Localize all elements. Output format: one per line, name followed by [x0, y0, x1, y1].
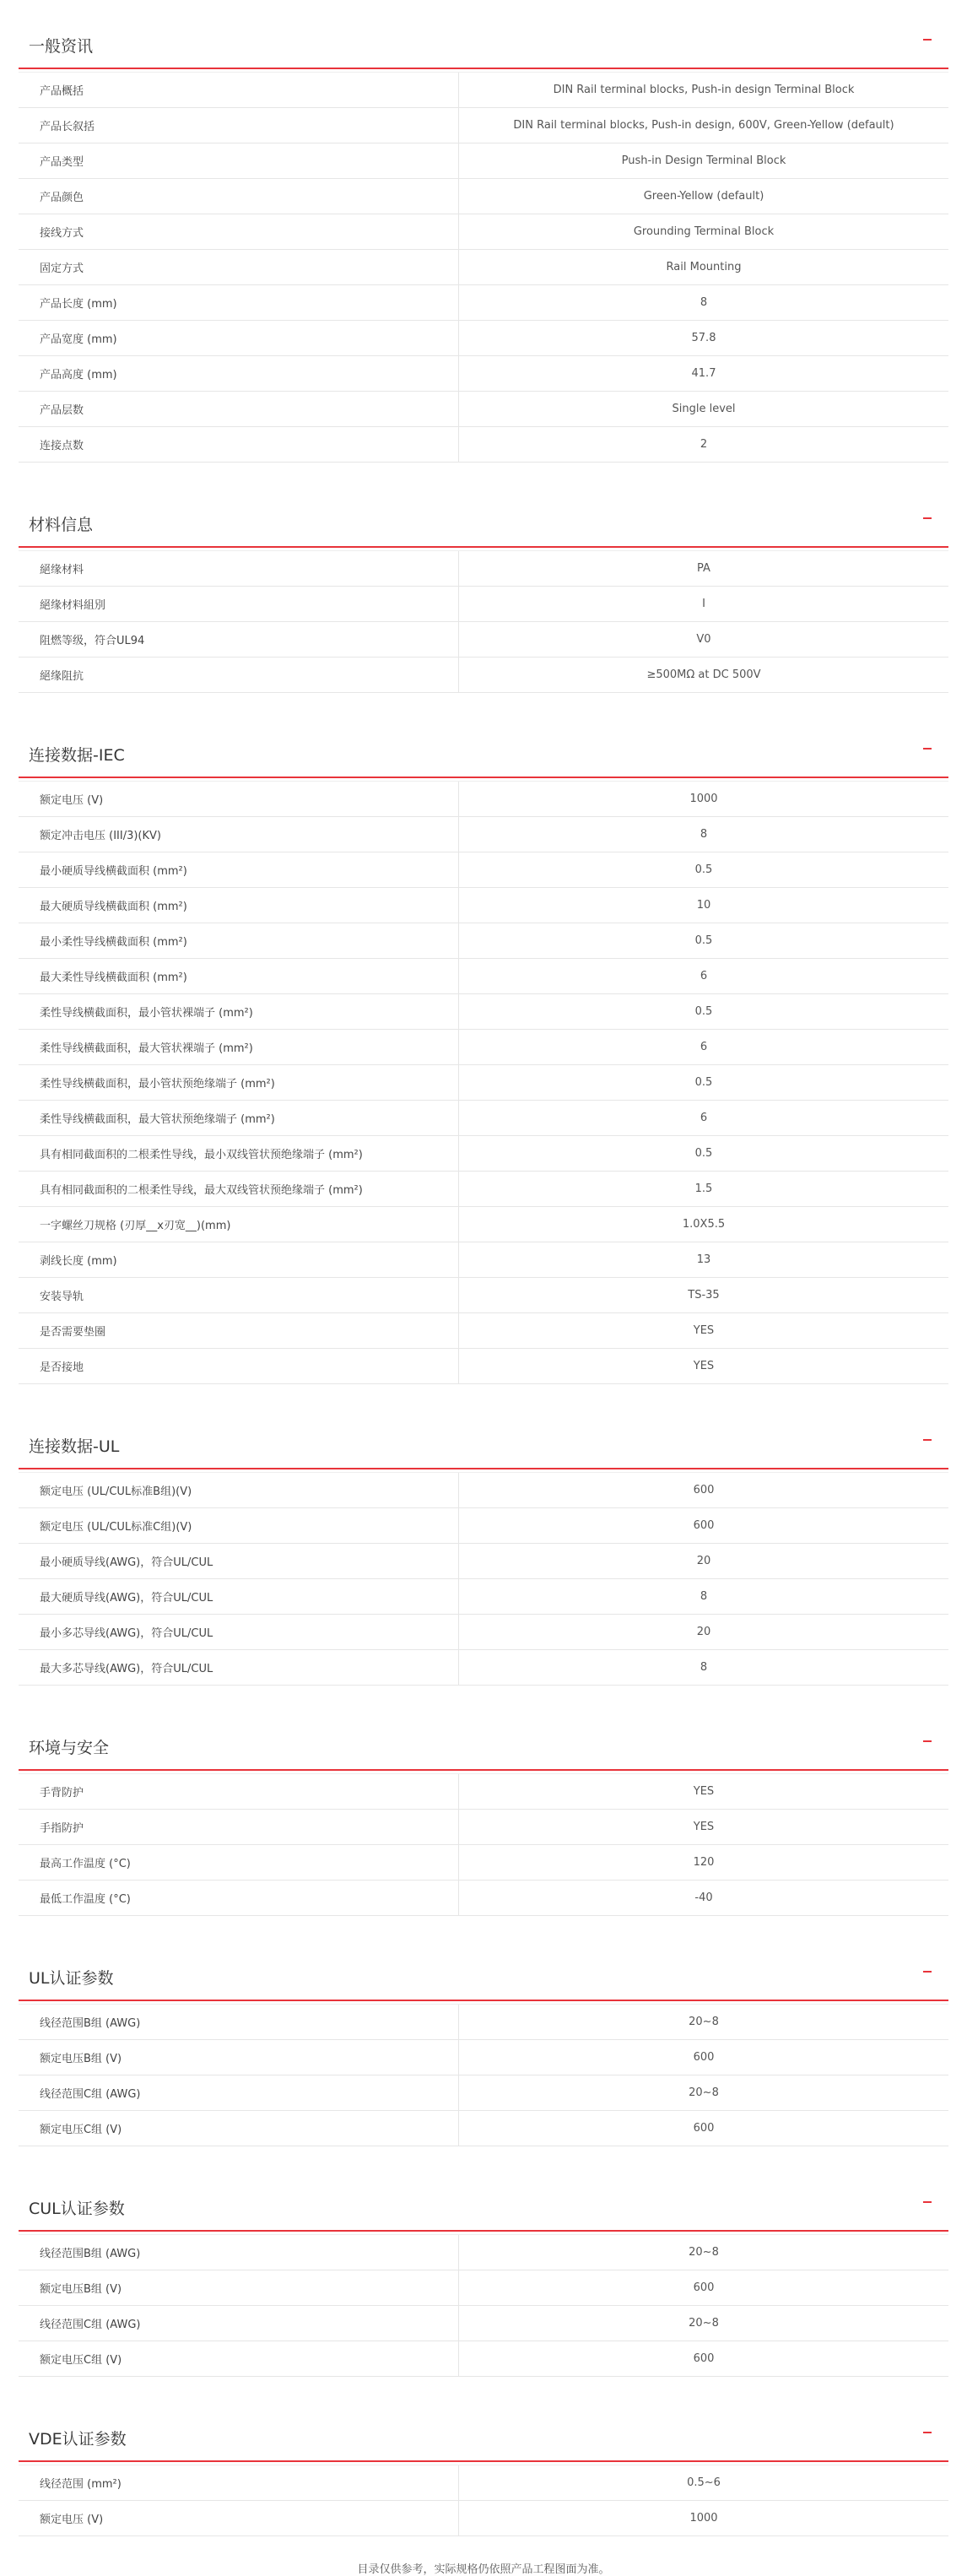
spec-label: 最小硬质导线横截面积 (mm²) [19, 852, 459, 887]
section-spacer [0, 1686, 967, 1725]
table-row [19, 2235, 948, 2270]
spec-label: 具有相同截面积的二根柔性导线，最大双线管状预绝缘端子 (mm²) [19, 1172, 459, 1206]
spec-value: ≥500MΩ at DC 500V [646, 668, 761, 681]
table-row [19, 2111, 948, 2146]
table-row [19, 250, 948, 285]
spec-value: Single level [672, 403, 736, 415]
spec-label: 产品宽度 (mm) [19, 321, 459, 355]
spec-label: 固定方式 [19, 250, 459, 284]
table-row [19, 73, 948, 108]
table-row [19, 1030, 948, 1065]
spec-label: 絕缘材料 [19, 551, 459, 586]
section-spacer [0, 693, 967, 733]
spec-label: 具有相同截面积的二根柔性导线，最小双线管状预绝缘端子 (mm²) [19, 1136, 459, 1171]
section-header [19, 24, 948, 69]
spec-label: 接线方式 [19, 214, 459, 249]
table-row [19, 2306, 948, 2341]
spec-label: 剥线长度 (mm) [19, 1242, 459, 1277]
spec-section [19, 733, 948, 1384]
spec-label: 额定电压 (V) [19, 782, 459, 816]
spec-value: 1.0X5.5 [682, 1218, 726, 1231]
spec-label: 额定电压 (UL/CUL标准C组)(V) [19, 1508, 459, 1543]
spec-label: 产品层数 [19, 392, 459, 426]
spec-label: 最大硬质导线横截面积 (mm²) [19, 888, 459, 923]
spec-value: V0 [696, 633, 711, 646]
table-row [19, 179, 948, 214]
table-row [19, 1172, 948, 1207]
collapse-icon[interactable] [923, 1740, 932, 1742]
spec-value: 600 [693, 2122, 715, 2135]
footnote: 目录仅供参考，实际规格仍依照产品工程图面为准。 [357, 2563, 610, 2576]
section-header [19, 1424, 948, 1469]
table-row [19, 1065, 948, 1101]
spec-label: 产品长叙括 [19, 108, 459, 143]
section-title: 环境与安全 [29, 1739, 110, 1757]
spec-value: 8 [700, 828, 708, 841]
table-row [19, 1508, 948, 1544]
table-row [19, 551, 948, 587]
spec-section [19, 1424, 948, 1686]
table-row [19, 285, 948, 321]
table-row [19, 108, 948, 143]
section-title: VDE认证参数 [29, 2430, 127, 2449]
spec-label: 最大多芯导线(AWG)，符合UL/CUL [19, 1650, 459, 1685]
spec-value: 8 [700, 296, 708, 309]
spec-value: 0.5 [694, 934, 713, 947]
spec-label: 柔性导线横截面积，最小管状裸端子 (mm²) [19, 994, 459, 1029]
spec-label: 产品概括 [19, 73, 459, 107]
section-spacer [0, 1916, 967, 1956]
table-row [19, 1810, 948, 1845]
table-row [19, 1136, 948, 1172]
table-row [19, 658, 948, 693]
section-header [19, 733, 948, 778]
spec-label: 柔性导线横截面积，最小管状预绝缘端子 (mm²) [19, 1065, 459, 1100]
collapse-icon[interactable] [923, 748, 932, 750]
spec-value: 20~8 [689, 2246, 719, 2259]
spec-label: 线径范围B组 (AWG) [19, 2235, 459, 2270]
spec-value: 20~8 [689, 2317, 719, 2330]
spec-section [19, 1725, 948, 1916]
table-row [19, 392, 948, 427]
table-row [19, 888, 948, 923]
table-row [19, 321, 948, 356]
spec-label: 是否接地 [19, 1349, 459, 1383]
table-row [19, 1650, 948, 1686]
spec-value: 20~8 [689, 2086, 719, 2099]
spec-table [19, 1773, 948, 1916]
section-title: 连接数据-IEC [29, 746, 125, 765]
spec-value: 20 [696, 1626, 711, 1638]
spec-value: 8 [700, 1590, 708, 1603]
spec-label: 手指防护 [19, 1810, 459, 1844]
spec-value: 600 [693, 1519, 715, 1532]
table-row [19, 1313, 948, 1349]
spec-value: -40 [694, 1891, 713, 1904]
table-row [19, 356, 948, 392]
spec-section [19, 2416, 948, 2536]
collapse-icon[interactable] [923, 2201, 932, 2203]
spec-value: 10 [696, 899, 711, 912]
spec-value: 120 [693, 1856, 715, 1869]
spec-value: 2 [700, 438, 708, 451]
collapse-icon[interactable] [923, 1971, 932, 1973]
table-row [19, 1101, 948, 1136]
spec-label: 最大柔性导线横截面积 (mm²) [19, 959, 459, 993]
section-spacer [0, 1384, 967, 1424]
section-spacer [0, 2146, 967, 2186]
section-title: CUL认证参数 [29, 2200, 125, 2218]
table-row [19, 1579, 948, 1615]
table-row [19, 852, 948, 888]
section-header [19, 1956, 948, 2001]
spec-label: 产品颜色 [19, 179, 459, 214]
table-row [19, 994, 948, 1030]
spec-value: 600 [693, 2281, 715, 2294]
table-row [19, 2040, 948, 2075]
spec-value: DIN Rail terminal blocks, Push-in design, 600V, Green-Yellow (default) [513, 119, 894, 132]
table-row [19, 2075, 948, 2111]
collapse-icon[interactable] [923, 39, 932, 41]
spec-label: 额定电压B组 (V) [19, 2040, 459, 2075]
spec-value: 600 [693, 2051, 715, 2064]
spec-label: 额定电压C组 (V) [19, 2111, 459, 2146]
spec-label: 手背防护 [19, 1774, 459, 1809]
spec-label: 最小硬质导线(AWG)，符合UL/CUL [19, 1544, 459, 1578]
spec-section [19, 502, 948, 693]
spec-value: 600 [693, 2352, 715, 2365]
spec-value: 13 [696, 1253, 711, 1266]
section-spacer [0, 463, 967, 502]
spec-value: 1000 [689, 2512, 718, 2525]
spec-table [19, 1472, 948, 1686]
spec-label: 连接点数 [19, 427, 459, 462]
table-row [19, 1881, 948, 1916]
spec-label: 一字螺丝刀规格 (刃厚__x刃宽__)(mm) [19, 1207, 459, 1242]
spec-label: 产品类型 [19, 143, 459, 178]
spec-value: 8 [700, 1661, 708, 1674]
spec-label: 是否需要垫圈 [19, 1313, 459, 1348]
spec-label: 额定电压 (UL/CUL标准B组)(V) [19, 1473, 459, 1507]
section-spacer [0, 2377, 967, 2416]
spec-label: 产品长度 (mm) [19, 285, 459, 320]
spec-value: 1000 [689, 793, 718, 805]
spec-value: YES [693, 1324, 715, 1337]
spec-value: YES [693, 1785, 715, 1798]
table-row [19, 2341, 948, 2377]
table-row [19, 1242, 948, 1278]
spec-label: 额定冲击电压 (III/3)(KV) [19, 817, 459, 852]
table-row [19, 2005, 948, 2040]
collapse-icon[interactable] [923, 2432, 932, 2433]
spec-section [19, 2186, 948, 2377]
spec-value: DIN Rail terminal blocks, Push-in design Terminal Block [553, 84, 855, 96]
spec-value: I [702, 598, 705, 610]
table-row [19, 782, 948, 817]
spec-value: YES [693, 1821, 715, 1833]
table-row [19, 587, 948, 622]
spec-label: 最小柔性导线横截面积 (mm²) [19, 923, 459, 958]
table-row [19, 214, 948, 250]
spec-value: 6 [700, 1112, 708, 1124]
spec-value: YES [693, 1360, 715, 1372]
spec-table [19, 550, 948, 693]
spec-value: Green-Yellow (default) [643, 190, 764, 203]
table-row [19, 427, 948, 463]
spec-value: Grounding Terminal Block [633, 225, 775, 238]
spec-label: 柔性导线横截面积，最大管状预绝缘端子 (mm²) [19, 1101, 459, 1135]
spec-label: 线径范围 (mm²) [19, 2465, 459, 2500]
section-header [19, 1725, 948, 1771]
spec-sections [0, 24, 967, 2536]
spec-label: 产品高度 (mm) [19, 356, 459, 391]
table-row [19, 959, 948, 994]
section-title: UL认证参数 [29, 1969, 114, 1988]
spec-table [19, 72, 948, 463]
spec-label: 最大硬质导线(AWG)，符合UL/CUL [19, 1579, 459, 1614]
spec-label: 最高工作温度 (°C) [19, 1845, 459, 1880]
spec-value: 6 [700, 970, 708, 982]
spec-value: 57.8 [691, 332, 716, 344]
table-row [19, 1845, 948, 1881]
spec-value: 0.5~6 [687, 2476, 721, 2489]
spec-section [19, 1956, 948, 2146]
table-row [19, 817, 948, 852]
spec-value: 20~8 [689, 2016, 719, 2028]
spec-value: 41.7 [691, 367, 716, 380]
spec-label: 额定电压 (V) [19, 2501, 459, 2535]
spec-value: PA [697, 562, 710, 575]
spec-table [19, 781, 948, 1384]
spec-label: 絕缘阻抗 [19, 658, 459, 692]
spec-value: TS-35 [688, 1289, 720, 1302]
table-row [19, 923, 948, 959]
spec-value: Push-in Design Terminal Block [621, 154, 786, 167]
spec-label: 线径范围B组 (AWG) [19, 2005, 459, 2039]
spec-value: 6 [700, 1041, 708, 1053]
spec-label: 线径范围C组 (AWG) [19, 2306, 459, 2341]
section-title: 连接数据-UL [29, 1437, 120, 1456]
spec-value: 0.5 [694, 1076, 713, 1089]
table-row [19, 1207, 948, 1242]
table-row [19, 1615, 948, 1650]
table-row [19, 1473, 948, 1508]
section-title: 一般资讯 [29, 37, 94, 56]
spec-label: 柔性导线横截面积，最大管状裸端子 (mm²) [19, 1030, 459, 1064]
spec-label: 线径范围C组 (AWG) [19, 2075, 459, 2110]
spec-table [19, 2004, 948, 2146]
collapse-icon[interactable] [923, 517, 932, 519]
spec-label: 最小多芯导线(AWG)，符合UL/CUL [19, 1615, 459, 1649]
section-header [19, 502, 948, 548]
spec-table [19, 2234, 948, 2377]
spec-value: 20 [696, 1555, 711, 1567]
table-row [19, 1278, 948, 1313]
spec-label: 额定电压B组 (V) [19, 2270, 459, 2305]
table-row [19, 2465, 948, 2501]
spec-section [19, 24, 948, 463]
spec-value: 1.5 [694, 1182, 713, 1195]
table-row [19, 143, 948, 179]
spec-value: 0.5 [694, 863, 713, 876]
section-header [19, 2186, 948, 2232]
spec-label: 絕缘材料組別 [19, 587, 459, 621]
spec-label: 额定电压C组 (V) [19, 2341, 459, 2376]
spec-value: 0.5 [694, 1005, 713, 1018]
spec-value: 0.5 [694, 1147, 713, 1160]
section-header [19, 2416, 948, 2462]
table-row [19, 2501, 948, 2536]
spec-label: 阻燃等级，符合UL94 [19, 622, 459, 657]
table-row [19, 2270, 948, 2306]
spec-label: 安装导轨 [19, 1278, 459, 1312]
spec-value: 600 [693, 1484, 715, 1496]
spec-value: Rail Mounting [666, 261, 742, 273]
collapse-icon[interactable] [923, 1439, 932, 1441]
table-row [19, 1774, 948, 1810]
table-row [19, 1544, 948, 1579]
spec-table [19, 2465, 948, 2536]
table-row [19, 622, 948, 658]
spec-label: 最低工作温度 (°C) [19, 1881, 459, 1915]
table-row [19, 1349, 948, 1384]
section-title: 材料信息 [29, 516, 94, 534]
